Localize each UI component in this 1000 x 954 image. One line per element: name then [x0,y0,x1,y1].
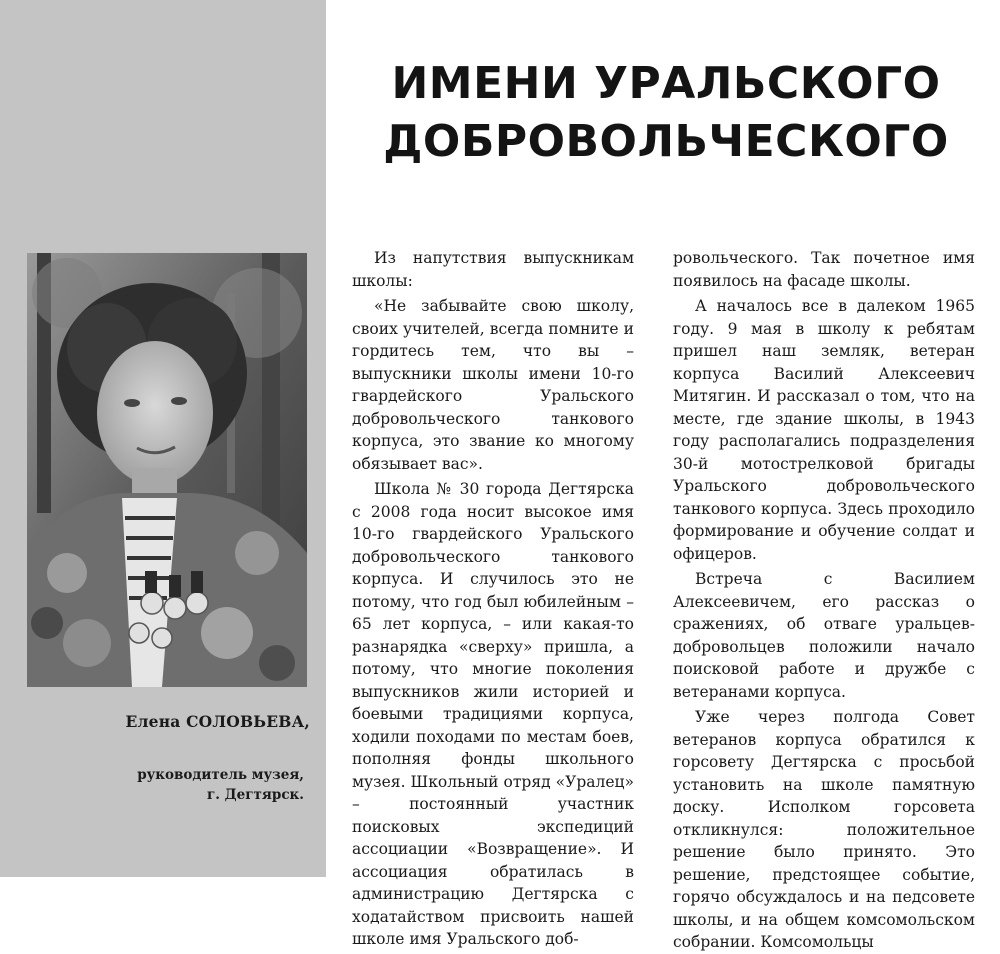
article-title [332,55,1000,171]
author-role: руководитель музея, [137,767,304,783]
paragraph: А началось все в далеком 1965 году. 9 мая в школу к ребятам пришел наш земляк, ветеран корпуса Василий Алексеевич Митягин. И рассказал о том, что на месте, где здание школы, в 1943 году располагались подразделения 30-й мотострелковой бригады Уральского добровольческого танкового корпуса. Здесь проходило формирование и обучение солдат и офицеров. [673,297,975,563]
paragraph: Школа № 30 города Дегтярска с 2008 года носит высокое имя 10-го гвардейского Уральского добровольческого танкового корпуса. И случилось это не потому, что год был юбилейным – 65 лет корпуса, – или какая-то разнарядка «сверху» пришла, а потому, что многие поколения выпускников жили историей и боевыми традициями корпуса, ходили походами по местам боев, пополняя фонды школьного музея. Школьный отряд «Уралец» – постоянный участник поисковых экспедиций ассоциации «Возвращение». И ассоциация обратилась в администрацию Дегтярска с ходатайством присвоить нашей школе имя Уральского доб- [352,480,634,948]
paragraph: «Не забывайте свою школу, своих учителей, всегда помните и гордитесь тем, что вы – выпускники школы имени 10-го гвардейского Уральского добровольческого танкового корпуса, это звание ко многому обязывает вас». [352,297,634,473]
author-name: Елена СОЛОВЬЕВА, [125,712,310,731]
paragraph: Встреча с Василием Алексеевичем, его рассказ о сражениях, об отваге уральцев-добровольцев положили начало поисковой работе и дружбе с ветеранами корпуса. [673,570,975,701]
paragraph-continuation: ровольческого. Так почетное имя появилось на фасаде школы. [673,249,975,290]
author-photo [27,253,307,687]
title-line-2: ДОБРОВОЛЬЧЕСКОГО [383,116,949,167]
text-column-right [673,247,975,954]
paragraph: Уже через полгода Совет ветеранов корпуса обратился к горсовету Дегтярска с просьбой установить на школе памятную доску. Исполком горсовета откликнулся: положительное решение было принято. Это решение, предстоящее событие, горячо обсуждалось и на педсовете школы, и на общем комсомольском собрании. Комсомольцы [673,708,975,951]
paragraph: Из напутствия выпускникам школы: [352,249,634,290]
author-city: г. Дегтярск. [207,787,304,803]
sidebar-panel [0,0,326,877]
text-column-left [352,247,634,951]
title-line-1: ИМЕНИ УРАЛЬСКОГО [391,58,941,109]
portrait-photo-icon [27,253,307,687]
